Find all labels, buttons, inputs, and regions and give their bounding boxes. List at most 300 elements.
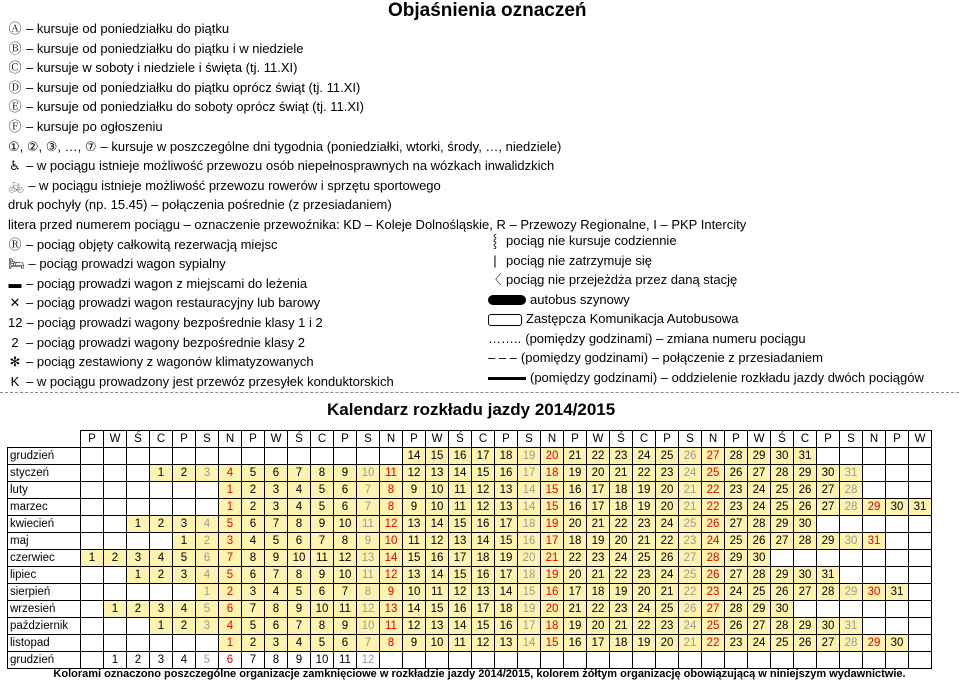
day-cell [886, 533, 909, 550]
day-cell [863, 567, 886, 584]
day-cell: 6 [334, 499, 357, 516]
calendar-row [8, 482, 932, 499]
day-cell: 18 [541, 465, 564, 482]
day-cell: 5 [311, 482, 334, 499]
calendar-row [8, 618, 932, 635]
calendar-row [8, 448, 932, 465]
day-cell: 27 [702, 601, 725, 618]
day-cell: 30 [886, 635, 909, 652]
day-cell: 13 [495, 499, 518, 516]
day-cell: 29 [794, 465, 817, 482]
day-cell: 11 [357, 567, 380, 584]
day-cell: 12 [380, 516, 403, 533]
day-cell: 21 [679, 499, 702, 516]
day-cell: 17 [564, 584, 587, 601]
day-cell [472, 652, 495, 669]
legend-symbol-icon: Ⓕ [8, 119, 22, 134]
day-cell: 8 [265, 601, 288, 618]
month-name: grudzień [8, 448, 81, 465]
day-header: P [817, 431, 840, 448]
day-cell: 26 [748, 533, 771, 550]
day-cell: 14 [518, 635, 541, 652]
day-cell: 2 [242, 482, 265, 499]
legend-text: – pociąg prowadzi wagon z miejscami do leżenia [26, 275, 308, 291]
day-cell: 13 [357, 550, 380, 567]
day-cell: 12 [380, 567, 403, 584]
day-cell: 10 [311, 652, 334, 669]
legend-symbol-icon: ▬ [8, 275, 22, 291]
day-cell: 13 [426, 618, 449, 635]
day-cell: 22 [702, 635, 725, 652]
legend-symbol-icon: Ⓓ [8, 79, 22, 95]
day-header: C [794, 431, 817, 448]
day-cell: 25 [771, 482, 794, 499]
day-cell [449, 652, 472, 669]
day-cell: 30 [886, 499, 909, 516]
day-header: C [311, 431, 334, 448]
legend-text: pociąg nie kursuje codziennie [506, 233, 677, 248]
day-cell [380, 448, 403, 465]
day-cell: 13 [403, 516, 426, 533]
day-cell: 9 [288, 652, 311, 669]
day-cell: 4 [288, 635, 311, 652]
day-cell: 17 [518, 465, 541, 482]
legend-item [8, 275, 307, 293]
day-cell: 15 [472, 618, 495, 635]
day-cell: 24 [656, 516, 679, 533]
day-cell: 25 [771, 499, 794, 516]
day-cell: 13 [495, 482, 518, 499]
day-cell [564, 652, 587, 669]
day-cell [725, 652, 748, 669]
legend-right-item [488, 369, 924, 387]
day-cell: 5 [219, 567, 242, 584]
day-cell [840, 516, 863, 533]
day-cell: 12 [472, 635, 495, 652]
day-cell: 19 [633, 499, 656, 516]
legend-text: – kursuje po ogłoszeniu [26, 119, 163, 134]
day-cell: 29 [863, 635, 886, 652]
day-cell [679, 652, 702, 669]
day-cell: 26 [725, 465, 748, 482]
day-header: W [909, 431, 932, 448]
day-header: W [748, 431, 771, 448]
day-cell: 17 [495, 516, 518, 533]
day-cell: 15 [426, 601, 449, 618]
day-cell: 27 [702, 448, 725, 465]
day-cell: 18 [610, 482, 633, 499]
legend-symbol-icon: 🚲 [8, 177, 25, 193]
day-cell: 18 [587, 584, 610, 601]
day-cell: 20 [656, 635, 679, 652]
day-cell: 10 [334, 516, 357, 533]
day-cell: 15 [449, 516, 472, 533]
day-cell: 5 [242, 465, 265, 482]
day-cell: 26 [702, 567, 725, 584]
day-cell: 22 [610, 516, 633, 533]
legend-item [8, 196, 392, 214]
day-cell [104, 465, 127, 482]
day-cell: 3 [219, 533, 242, 550]
day-cell: 21 [679, 635, 702, 652]
day-cell: 24 [633, 448, 656, 465]
day-cell: 30 [817, 618, 840, 635]
day-cell: 9 [357, 533, 380, 550]
day-header: S [196, 431, 219, 448]
day-cell: 3 [265, 482, 288, 499]
day-cell [794, 550, 817, 567]
day-cell: 19 [610, 584, 633, 601]
legend-right-item [488, 232, 677, 250]
day-cell [173, 482, 196, 499]
legend-item [8, 236, 277, 254]
day-cell: 27 [725, 516, 748, 533]
day-header: Ś [449, 431, 472, 448]
day-cell [909, 448, 932, 465]
day-cell: 11 [380, 618, 403, 635]
day-cell: 10 [426, 482, 449, 499]
day-cell [380, 652, 403, 669]
legend-text: – pociąg prowadzi wagon sypialny [28, 256, 226, 272]
day-cell [81, 516, 104, 533]
legend-item [8, 138, 561, 156]
day-cell: 20 [518, 550, 541, 567]
day-cell [840, 448, 863, 465]
day-cell [81, 533, 104, 550]
day-cell: 16 [426, 550, 449, 567]
day-cell: 6 [334, 482, 357, 499]
day-cell [265, 448, 288, 465]
day-cell: 20 [587, 465, 610, 482]
legend-symbol-icon: …….. [488, 330, 522, 346]
day-cell: 24 [656, 567, 679, 584]
month-name: lipiec [8, 567, 81, 584]
day-cell: 4 [219, 618, 242, 635]
day-cell: 9 [334, 465, 357, 482]
day-cell: 14 [426, 516, 449, 533]
day-cell: 14 [403, 601, 426, 618]
day-header: P [495, 431, 518, 448]
day-cell: 24 [610, 550, 633, 567]
day-cell: 3 [150, 601, 173, 618]
day-cell: 26 [794, 482, 817, 499]
day-cell: 25 [702, 465, 725, 482]
day-cell [541, 652, 564, 669]
day-cell [863, 516, 886, 533]
day-header: Ś [127, 431, 150, 448]
day-cell: 17 [541, 533, 564, 550]
day-cell: 1 [219, 499, 242, 516]
legend-text: – w pociągu istnieje możliwość przewozu osób niepełnosprawnych na wózkach inwalidzkich [26, 158, 555, 174]
day-cell: 2 [104, 550, 127, 567]
day-cell: 28 [794, 533, 817, 550]
day-cell: 25 [633, 550, 656, 567]
day-cell: 30 [817, 465, 840, 482]
day-cell [426, 652, 449, 669]
day-cell: 17 [449, 550, 472, 567]
day-cell: 21 [587, 567, 610, 584]
day-cell: 15 [472, 465, 495, 482]
day-cell: 31 [817, 567, 840, 584]
legend-symbol-icon: Ⓡ [8, 236, 22, 252]
day-cell: 31 [886, 584, 909, 601]
day-cell [81, 618, 104, 635]
day-header: Ś [771, 431, 794, 448]
day-cell: 10 [288, 550, 311, 567]
day-cell [863, 465, 886, 482]
month-name: maj [8, 533, 81, 550]
day-cell [909, 550, 932, 567]
day-cell [219, 448, 242, 465]
day-cell: 14 [449, 618, 472, 635]
legend-symbol-icon: 〈 [488, 272, 502, 287]
day-cell: 9 [311, 567, 334, 584]
day-cell: 27 [817, 482, 840, 499]
day-cell: 19 [564, 465, 587, 482]
day-header: N [380, 431, 403, 448]
day-cell: 11 [380, 465, 403, 482]
day-cell [104, 448, 127, 465]
legend-symbol-icon: K [10, 373, 20, 389]
day-cell [909, 516, 932, 533]
day-cell: 7 [357, 635, 380, 652]
legend-item [8, 79, 360, 97]
day-cell [357, 448, 380, 465]
day-cell: 3 [173, 516, 196, 533]
divider [0, 392, 959, 393]
day-cell [886, 482, 909, 499]
footer-note: Kolorami oznaczono poszczególne organizacje zamknięciowe w rozkładzie jazdy 2014/2015, kolorem żółtym organizację obowiązującą w niniejszym wydawnictwie. [53, 668, 906, 680]
day-cell: 20 [633, 584, 656, 601]
day-header: P [173, 431, 196, 448]
day-cell: 7 [288, 618, 311, 635]
day-cell: 12 [403, 465, 426, 482]
day-cell [886, 465, 909, 482]
day-cell [656, 652, 679, 669]
day-cell: 7 [334, 584, 357, 601]
day-cell: 19 [541, 516, 564, 533]
day-cell: 15 [541, 635, 564, 652]
day-cell: 1 [219, 482, 242, 499]
day-cell: 4 [173, 652, 196, 669]
day-cell [886, 448, 909, 465]
day-cell: 29 [863, 499, 886, 516]
day-cell [173, 584, 196, 601]
day-cell [81, 465, 104, 482]
day-cell: 28 [725, 601, 748, 618]
calendar-row [8, 584, 932, 601]
day-cell: 19 [633, 482, 656, 499]
legend-text: autobus szynowy [530, 291, 630, 307]
day-header: W [104, 431, 127, 448]
day-cell [311, 448, 334, 465]
day-cell: 18 [541, 618, 564, 635]
legend-symbol-icon [488, 369, 526, 387]
day-cell: 20 [564, 516, 587, 533]
day-cell: 16 [472, 516, 495, 533]
legend-item [8, 353, 314, 371]
day-cell [794, 652, 817, 669]
day-header: P [81, 431, 104, 448]
day-cell: 11 [403, 533, 426, 550]
day-cell: 25 [725, 533, 748, 550]
day-cell: 13 [495, 635, 518, 652]
legend-text: – pociąg objęty całkowitą rezerwacją miejsc [26, 236, 278, 252]
day-cell: 20 [587, 618, 610, 635]
legend-text: druk pochyły (np. 15.45) – połączenia pośrednie (z przesiadaniem) [8, 197, 392, 213]
day-cell: 24 [679, 465, 702, 482]
day-cell: 18 [564, 533, 587, 550]
day-cell [817, 550, 840, 567]
month-name: wrzesień [8, 601, 81, 618]
month-name: listopad [8, 635, 81, 652]
day-cell: 19 [564, 618, 587, 635]
day-cell [748, 652, 771, 669]
day-cell: 8 [380, 635, 403, 652]
day-cell: 5 [242, 618, 265, 635]
day-cell: 5 [196, 601, 219, 618]
day-header: P [334, 431, 357, 448]
day-cell [150, 635, 173, 652]
day-cell: 13 [403, 567, 426, 584]
day-cell: 27 [748, 618, 771, 635]
legend-text: – kursuje w soboty i niedziele i święta (tj. 11.XI) [26, 60, 298, 76]
day-cell: 23 [633, 516, 656, 533]
day-cell: 1 [104, 652, 127, 669]
day-header: S [357, 431, 380, 448]
day-cell: 9 [265, 550, 288, 567]
day-cell [794, 601, 817, 618]
legend-text: – pociąg prowadzi wagon restauracyjny lub barowy [26, 295, 321, 311]
day-cell: 7 [242, 601, 265, 618]
day-cell: 5 [288, 584, 311, 601]
day-cell: 5 [219, 516, 242, 533]
day-cell: 23 [725, 635, 748, 652]
day-cell: 1 [127, 567, 150, 584]
day-cell: 4 [150, 550, 173, 567]
day-cell: 23 [633, 567, 656, 584]
legend-symbol-icon: ⸾ [492, 233, 498, 248]
day-cell [127, 499, 150, 516]
day-cell: 11 [334, 601, 357, 618]
day-cell [104, 635, 127, 652]
day-cell [127, 618, 150, 635]
day-cell [403, 652, 426, 669]
day-header: S [679, 431, 702, 448]
day-cell: 6 [242, 567, 265, 584]
day-cell: 22 [702, 499, 725, 516]
day-cell [81, 499, 104, 516]
day-cell [81, 584, 104, 601]
day-cell: 27 [817, 635, 840, 652]
day-cell: 13 [472, 584, 495, 601]
day-cell: 9 [380, 584, 403, 601]
day-cell: 31 [840, 618, 863, 635]
day-cell: 27 [771, 533, 794, 550]
day-cell [863, 652, 886, 669]
day-cell [104, 618, 127, 635]
legend-item [8, 255, 226, 273]
day-cell: 12 [449, 584, 472, 601]
day-cell: 21 [541, 550, 564, 567]
day-cell [863, 482, 886, 499]
legend-symbol-icon: Ⓒ [8, 60, 22, 76]
day-cell: 22 [679, 584, 702, 601]
day-cell: 11 [357, 516, 380, 533]
day-cell: 30 [863, 584, 886, 601]
day-cell: 2 [242, 499, 265, 516]
day-cell: 21 [564, 448, 587, 465]
day-cell: 22 [564, 550, 587, 567]
day-cell [127, 533, 150, 550]
legend-text: – w pociągu prowadzony jest przewóz przesyłek konduktorskich [26, 373, 394, 389]
day-cell: 23 [725, 499, 748, 516]
legend-item [8, 98, 364, 116]
day-cell: 20 [656, 499, 679, 516]
day-cell: 2 [196, 533, 219, 550]
day-cell: 23 [725, 482, 748, 499]
day-cell: 13 [380, 601, 403, 618]
day-cell: 11 [449, 482, 472, 499]
day-cell: 19 [633, 635, 656, 652]
day-cell: 9 [311, 516, 334, 533]
day-cell: 6 [196, 550, 219, 567]
day-cell: 6 [219, 652, 242, 669]
day-cell [104, 482, 127, 499]
day-cell: 25 [656, 448, 679, 465]
day-cell: 4 [219, 465, 242, 482]
day-cell: 11 [334, 652, 357, 669]
day-cell: 28 [771, 618, 794, 635]
day-cell: 14 [495, 584, 518, 601]
day-cell: 7 [219, 550, 242, 567]
legend-item [8, 59, 297, 77]
day-cell: 30 [748, 550, 771, 567]
day-cell [886, 516, 909, 533]
day-cell: 22 [633, 618, 656, 635]
day-cell: 24 [679, 618, 702, 635]
day-header: P [725, 431, 748, 448]
legend-symbol-icon: 🛏 [8, 256, 25, 272]
day-cell: 7 [265, 516, 288, 533]
calendar-row [8, 601, 932, 618]
legend-item [8, 40, 304, 58]
day-cell: 12 [426, 533, 449, 550]
day-cell [173, 635, 196, 652]
day-cell [840, 652, 863, 669]
legend-text: – pociąg zestawiony z wagonów klimatyzowanych [26, 354, 314, 370]
day-cell: 6 [219, 601, 242, 618]
day-cell: 27 [748, 465, 771, 482]
calendar-title: Kalendarz rozkładu jazdy 2014/2015 [327, 400, 616, 419]
day-cell: 23 [656, 618, 679, 635]
legend-right-item [488, 271, 737, 289]
legend-text: – w pociągu istnieje możliwość przewozu rowerów i sprzętu sportowego [28, 177, 441, 193]
legend-item [8, 177, 441, 195]
legend-symbol-icon: 12 [8, 315, 23, 330]
legend-text: – pociąg prowadzi wagony bezpośrednie klasy 1 i 2 [26, 315, 323, 330]
day-cell: 10 [426, 499, 449, 516]
day-cell: 23 [610, 601, 633, 618]
day-cell: 9 [403, 635, 426, 652]
day-cell: 16 [518, 533, 541, 550]
day-cell: 4 [173, 601, 196, 618]
day-cell: 17 [472, 448, 495, 465]
day-cell: 2 [173, 465, 196, 482]
day-cell [127, 465, 150, 482]
day-cell [840, 567, 863, 584]
day-cell: 5 [311, 499, 334, 516]
